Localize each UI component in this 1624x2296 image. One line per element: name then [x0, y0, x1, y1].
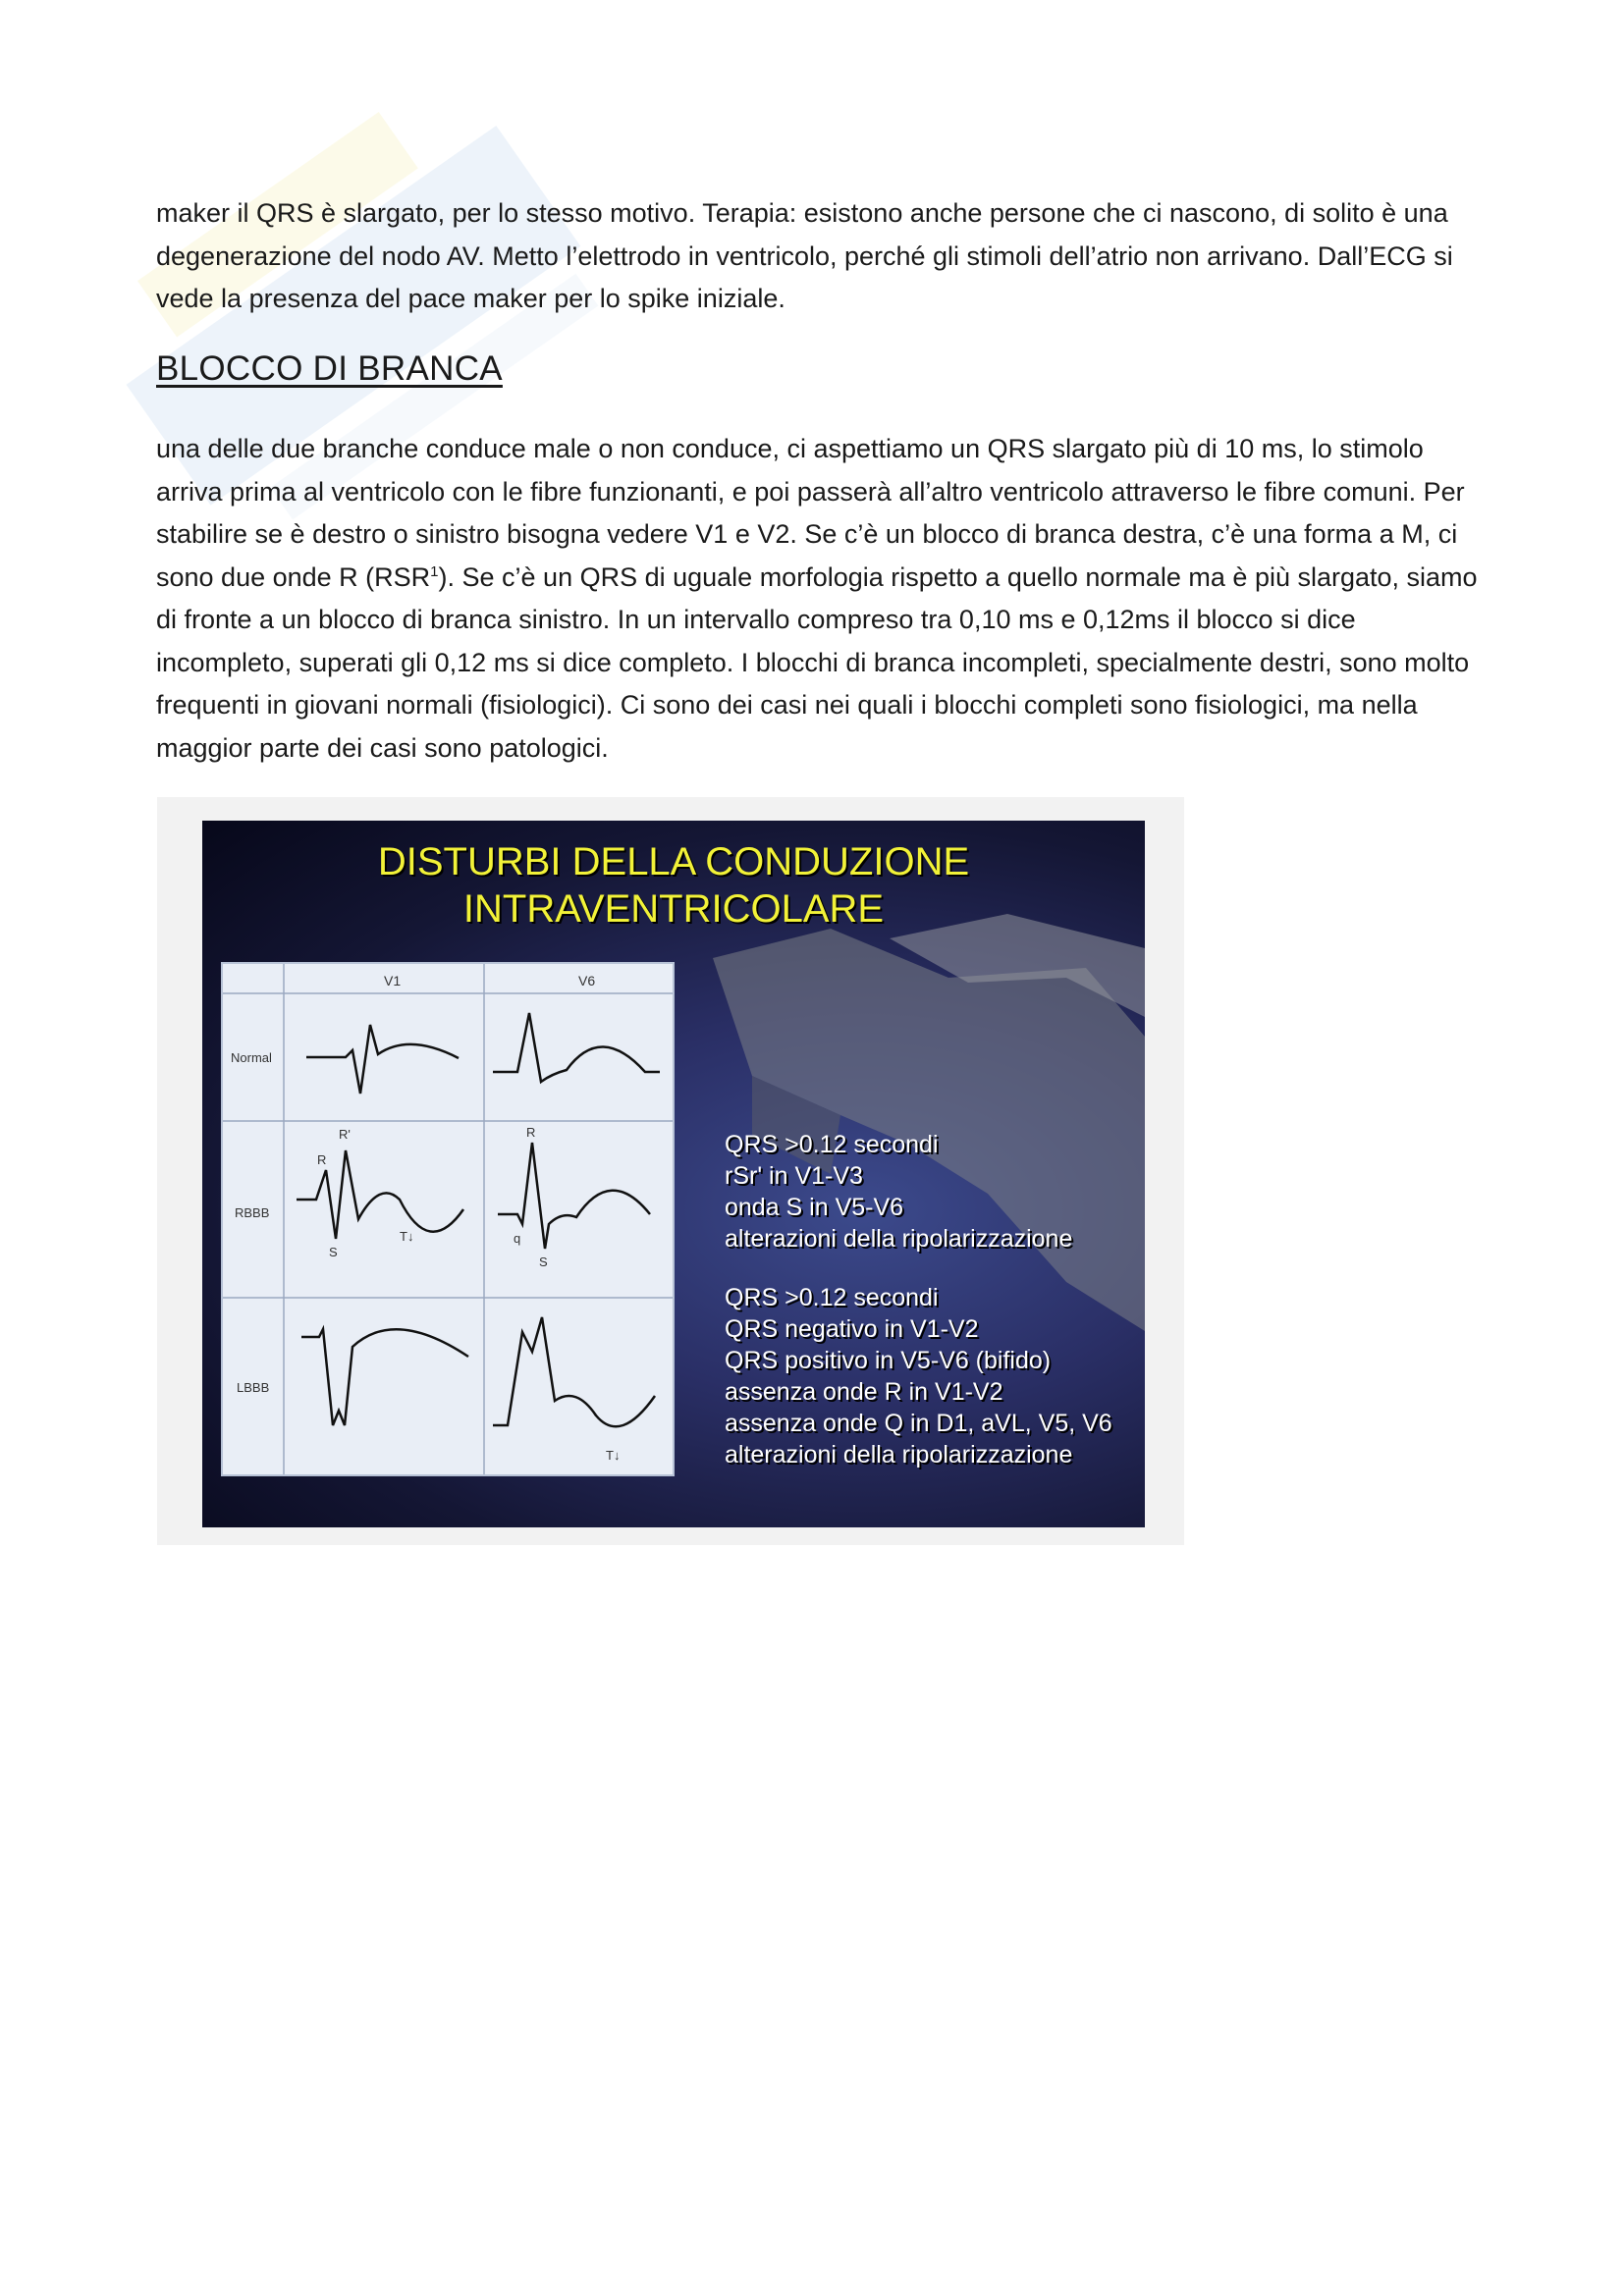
row-label-lbbb: LBBB	[237, 1380, 270, 1395]
wave-label-s-v1: S	[329, 1245, 338, 1259]
wave-label-r-prime: R'	[339, 1127, 351, 1142]
lbbb-criteria-list	[725, 1282, 1112, 1470]
row-label-normal: Normal	[231, 1050, 272, 1065]
col-header-v1: V1	[384, 973, 402, 988]
wave-label-r-v6: R	[526, 1125, 536, 1140]
wave-label-q-v6: q	[514, 1231, 521, 1246]
paragraph-text-part2: ). Se c’è un QRS di uguale morfologia rispetto a quello normale ma è più slargato, siamo di fronte a un blocco di branca sinistro. In un intervallo compreso tra 0,10 ms e 0,12ms il blocco si dice incompleto, superati gli 0,12 ms si dice completo. I blocchi di branca incompleti, specialmente destri, sono molto frequenti in giovani normali (fisiologici). Ci sono dei casi nei quali i blocchi completi sono fisiologici, ma nella maggior parte dei casi sono patologici.	[156, 561, 1478, 763]
slide-title	[202, 838, 1145, 933]
wave-label-t-v1: T↓	[400, 1229, 414, 1244]
lbbb-criterion: QRS negativo in V1-V2	[725, 1315, 979, 1343]
rbbb-criterion: alterazioni della ripolarizzazione	[725, 1225, 1073, 1253]
paragraph-intro-text: maker il QRS è slargato, per lo stesso motivo. Terapia: esistono anche persone che ci nascono, di solito è una degenerazione del nodo AV. Metto l’elettrodo in ventricolo, perché gli stimoli dell’atrio non arrivano. Dall’ECG si vede la presenza del pace maker per lo spike iniziale.	[156, 198, 1453, 313]
wave-label-s-v6: S	[539, 1255, 548, 1269]
row-label-rbbb: RBBB	[235, 1205, 270, 1220]
footnote-marker: 1	[430, 562, 439, 580]
ecg-trace-rbbb-v6	[498, 1143, 650, 1249]
ecg-trace-normal-v6	[493, 1013, 660, 1082]
rbbb-criterion: QRS >0.12 secondi	[725, 1131, 939, 1158]
lbbb-criterion: assenza onde Q in D1, aVL, V5, V6	[725, 1410, 1112, 1437]
ecg-trace-lbbb-v6	[493, 1317, 655, 1426]
lbbb-criterion: QRS >0.12 secondi	[725, 1284, 939, 1311]
col-header-v6: V6	[578, 973, 596, 988]
lbbb-criterion: QRS positivo in V5-V6 (bifido)	[725, 1347, 1052, 1374]
ecg-trace-normal-v1	[306, 1025, 459, 1094]
ecg-table-drawing	[223, 964, 673, 1474]
paragraph-intro	[156, 192, 1482, 321]
wave-label-t-lbbb-v6: T↓	[606, 1448, 621, 1463]
section-heading: BLOCCO DI BRANCA	[156, 349, 503, 388]
slide-image	[202, 821, 1145, 1527]
rbbb-criteria-list	[725, 1129, 1072, 1255]
lbbb-criterion: alterazioni della ripolarizzazione	[725, 1441, 1073, 1468]
slide-title-line1: DISTURBI DELLA CONDUZIONE	[377, 840, 970, 883]
rbbb-criterion: onda S in V5-V6	[725, 1194, 904, 1221]
slide-title-line2: INTRAVENTRICOLARE	[462, 887, 885, 931]
lbbb-criterion: assenza onde R in V1-V2	[725, 1378, 1003, 1406]
paragraph-bundle-branch-block	[156, 428, 1482, 770]
ecg-comparison-table	[221, 962, 675, 1476]
wave-label-r-v1: R	[317, 1152, 327, 1167]
paragraph-text-part1: una delle due branche conduce male o non conduce, ci aspettiamo un QRS slargato più di 10 ms, lo stimolo arriva prima al ventricolo con le fibre funzionanti, e poi passerà all’altro ventricolo attraverso le fibre comuni. Per stabilire se è destro o sinistro bisogna vedere V1 e V2. Se c’è un blocco di branca destra, c’è una forma a M, ci sono due onde R (RSR	[156, 434, 1465, 592]
rbbb-criterion: rSr' in V1-V3	[725, 1162, 863, 1190]
ecg-trace-lbbb-v1	[301, 1329, 468, 1425]
